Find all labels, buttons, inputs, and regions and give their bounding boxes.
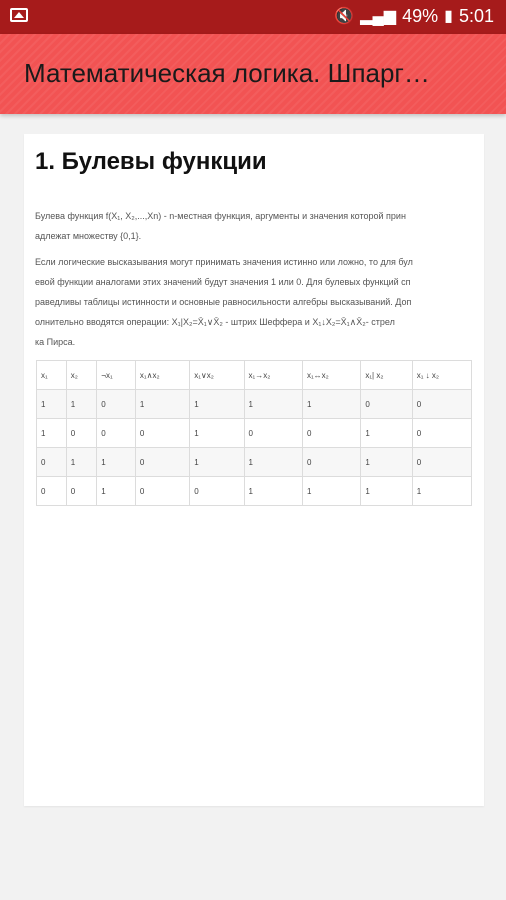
- table-header-cell: x₁| x₂: [361, 361, 412, 390]
- app-title: Математическая логика. Шпарг…: [24, 58, 430, 88]
- table-cell: 0: [135, 419, 189, 448]
- table-row: [37, 419, 472, 448]
- table-header-cell: x₁ ↓ x₂: [412, 361, 471, 390]
- table-header-row: [37, 361, 472, 390]
- table-header-cell: x₁↔x₂: [302, 361, 360, 390]
- table-cell: 0: [412, 390, 471, 419]
- table-header-cell: x₁: [37, 361, 67, 390]
- paragraph-line: евой функции аналогами этих значений будут значения 1 или 0. Для булевых функций сп: [35, 277, 411, 287]
- table-cell: 1: [135, 390, 189, 419]
- table-row: [37, 390, 472, 419]
- clock: 5:01: [458, 6, 494, 26]
- table-cell: 1: [37, 390, 67, 419]
- table-cell: 0: [66, 477, 97, 506]
- table-cell: 1: [244, 477, 302, 506]
- paragraph-2: [35, 252, 471, 352]
- table-cell: 0: [190, 477, 244, 506]
- table-header-cell: x₁∧x₂: [135, 361, 189, 390]
- article-heading: 1. Булевы функции: [35, 148, 267, 175]
- table-cell: 1: [302, 390, 360, 419]
- battery-percent: 49%: [402, 6, 439, 26]
- table-cell: 0: [135, 448, 189, 477]
- status-bar: [0, 0, 506, 34]
- table-cell: 1: [97, 477, 136, 506]
- table-cell: 0: [244, 419, 302, 448]
- paragraph-line: олнительно вводятся операции: X₁|X₂=X̄₁∨X̄₂ - штрих Шеффера и X₁↓X₂=X̄₁∧X̄₂- стрел: [35, 317, 395, 327]
- article-card: [24, 134, 484, 806]
- table-cell: 1: [302, 477, 360, 506]
- table-cell: 0: [37, 448, 67, 477]
- table-header-cell: x₂: [66, 361, 97, 390]
- table-cell: 1: [66, 448, 97, 477]
- table-cell: 1: [97, 448, 136, 477]
- table-cell: 1: [37, 419, 67, 448]
- table-cell: 1: [190, 448, 244, 477]
- battery-icon: ▮: [444, 7, 453, 25]
- table-header-cell: ¬x₁: [97, 361, 136, 390]
- table-row: [37, 448, 472, 477]
- table-cell: 0: [302, 448, 360, 477]
- app-bar: [0, 34, 506, 114]
- table-cell: 0: [37, 477, 67, 506]
- paragraph-line: Если логические высказывания могут принимать значения истинно или ложно, то для бул: [35, 257, 413, 267]
- table-cell: 0: [361, 390, 412, 419]
- table-row: [37, 477, 472, 506]
- table-cell: 0: [412, 448, 471, 477]
- truth-table: [36, 360, 472, 506]
- mute-icon: 🔇: [334, 7, 355, 25]
- paragraph-1: [35, 206, 471, 246]
- table-cell: 0: [135, 477, 189, 506]
- table-cell: 1: [190, 419, 244, 448]
- table-cell: 0: [412, 419, 471, 448]
- table-cell: 1: [244, 448, 302, 477]
- table-cell: 1: [190, 390, 244, 419]
- table-cell: 0: [97, 419, 136, 448]
- table-header-cell: x₁∨x₂: [190, 361, 244, 390]
- paragraph-line: адлежат множеству {0,1}.: [35, 231, 142, 241]
- status-icons: [334, 6, 494, 27]
- table-cell: 0: [66, 419, 97, 448]
- table-cell: 0: [97, 390, 136, 419]
- paragraph-line: Булева функция f(X₁, X₂,...,Xn) - n-местная функция, аргументы и значения которой прин: [35, 211, 406, 221]
- table-cell: 1: [361, 419, 412, 448]
- table-cell: 1: [361, 448, 412, 477]
- table-cell: 1: [412, 477, 471, 506]
- table-cell: 1: [361, 477, 412, 506]
- paragraph-line: раведливы таблицы истинности и основные равносильности алгебры высказываний. Доп: [35, 297, 412, 307]
- table-cell: 1: [244, 390, 302, 419]
- image-icon: [10, 8, 28, 22]
- signal-icon: ▂▄▆: [360, 7, 397, 25]
- table-header-cell: x₁→x₂: [244, 361, 302, 390]
- paragraph-line: ка Пирса.: [35, 337, 76, 347]
- table-cell: 0: [302, 419, 360, 448]
- table-cell: 1: [66, 390, 97, 419]
